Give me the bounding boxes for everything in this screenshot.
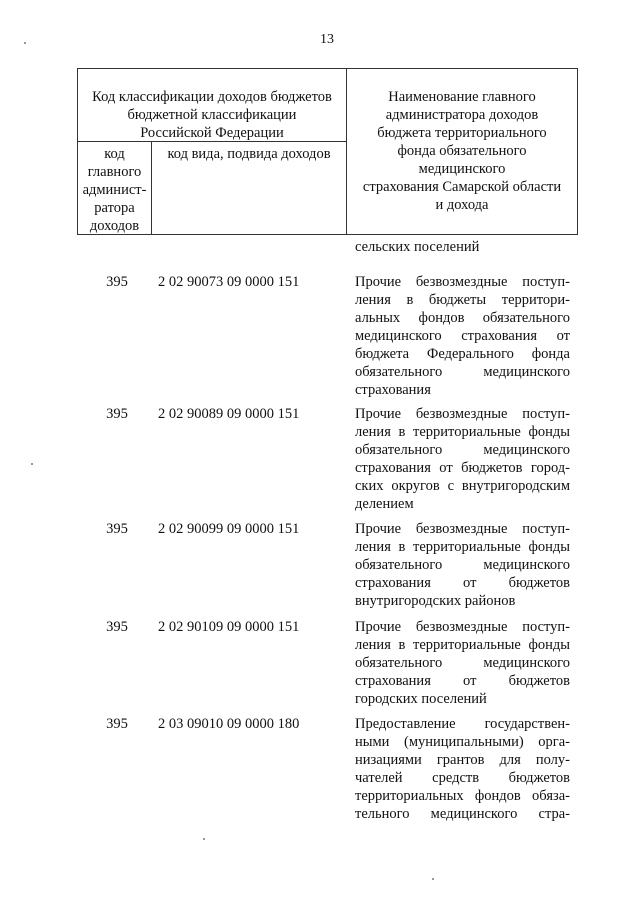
admin-code-cell: 395	[106, 619, 128, 635]
income-name-cell	[355, 715, 570, 823]
income-name-line: ских округов с внутригородским	[355, 478, 570, 494]
header-top-border	[77, 68, 578, 69]
admin-code-cell: 395	[106, 406, 128, 422]
header-name-title	[347, 88, 577, 214]
income-code-cell: 2 02 90099 09 0000 151	[158, 521, 300, 537]
header-admin-code	[78, 145, 151, 235]
income-name-line: обязательного медицинского	[355, 557, 570, 573]
income-name-cell	[355, 273, 570, 399]
income-name-line: ления в территориальные фонды	[355, 637, 570, 653]
income-name-line: Предоставление государствен-	[355, 716, 570, 732]
header-bottom-border	[77, 234, 578, 235]
scan-speck	[31, 463, 33, 465]
income-name-line: обязательного медицинского	[355, 442, 570, 458]
income-name-line: альных фондов обязательного	[355, 310, 570, 326]
continuation-text: сельских поселений	[355, 239, 480, 255]
header-admin-code-line: доходов	[89, 218, 140, 234]
income-name-line: низациями грантов для полу-	[355, 752, 570, 768]
income-name-line: страхования	[355, 382, 431, 398]
header-group-title-line: бюджетной классификации	[127, 107, 297, 123]
income-name-line: Прочие безвозмездные поступ-	[355, 521, 570, 537]
header-admin-code-line: код	[104, 146, 125, 162]
income-code-cell: 2 02 90109 09 0000 151	[158, 619, 300, 635]
income-name-line: Прочие безвозмездные поступ-	[355, 619, 570, 635]
header-group-title-line: Российской Федерации	[140, 125, 284, 141]
income-name-line: тельного медицинского стра-	[355, 806, 570, 822]
scan-speck	[203, 838, 205, 840]
header-admin-code-line: админист-	[82, 182, 147, 198]
admin-code-cell: 395	[106, 521, 128, 537]
income-name-line: ными (муниципальными) орга-	[355, 734, 570, 750]
income-name-line: страхования от бюджетов	[355, 673, 570, 689]
header-admin-code-line: ратора	[94, 200, 135, 216]
admin-code-cell: 395	[106, 716, 128, 732]
income-name-line: обязательного медицинского	[355, 364, 570, 380]
income-name-line: страхования от бюджетов	[355, 575, 570, 591]
header-name-title-line: и дохода	[435, 197, 489, 213]
income-name-line: территориальных фондов обяза-	[355, 788, 570, 804]
header-admin-code-line: главного	[87, 164, 142, 180]
income-name-line: Прочие безвозмездные поступ-	[355, 406, 570, 422]
header-group-title-line: Код классификации доходов бюджетов	[92, 89, 332, 105]
header-name-title-line: фонда обязательного	[397, 143, 527, 159]
income-name-line: обязательного медицинского	[355, 655, 570, 671]
income-name-cell	[355, 520, 570, 610]
income-name-line: ления в территориальные фонды	[355, 424, 570, 440]
income-code-cell: 2 03 09010 09 0000 180	[158, 716, 300, 732]
income-code-cell: 2 02 90073 09 0000 151	[158, 274, 300, 290]
income-name-line: страхования от бюджетов город-	[355, 460, 570, 476]
header-name-title-line: бюджета территориального	[377, 125, 547, 141]
header-name-title-line: страхования Самарской области	[362, 179, 562, 195]
scan-speck	[432, 878, 434, 880]
income-name-line: бюджета Федерального фонда	[355, 346, 570, 362]
income-name-line: городских поселений	[355, 691, 487, 707]
income-name-line: медицинского страхования от	[355, 328, 570, 344]
income-name-line: внутригородских районов	[355, 593, 516, 609]
income-name-cell	[355, 405, 570, 513]
header-name-title-line: Наименование главного	[388, 89, 536, 105]
scan-speck	[24, 42, 26, 44]
income-name-line: ления в территориальные фонды	[355, 539, 570, 555]
header-income-code-label: код вида, подвида доходов	[167, 146, 331, 162]
income-name-line: делением	[355, 496, 414, 512]
page-number: 13	[320, 32, 334, 47]
income-code-cell: 2 02 90089 09 0000 151	[158, 406, 300, 422]
income-name-cell	[355, 618, 570, 708]
header-right-border	[577, 68, 578, 235]
header-name-title-line: медицинского	[418, 161, 506, 177]
income-name-line: ления в бюджеты территори-	[355, 292, 570, 308]
income-name-line: Прочие безвозмездные поступ-	[355, 274, 570, 290]
header-group-title	[78, 88, 346, 142]
admin-code-cell: 395	[106, 274, 128, 290]
header-income-code	[152, 145, 346, 163]
income-name-line: чателей средств бюджетов	[355, 770, 570, 786]
header-name-title-line: администратора доходов	[385, 107, 539, 123]
